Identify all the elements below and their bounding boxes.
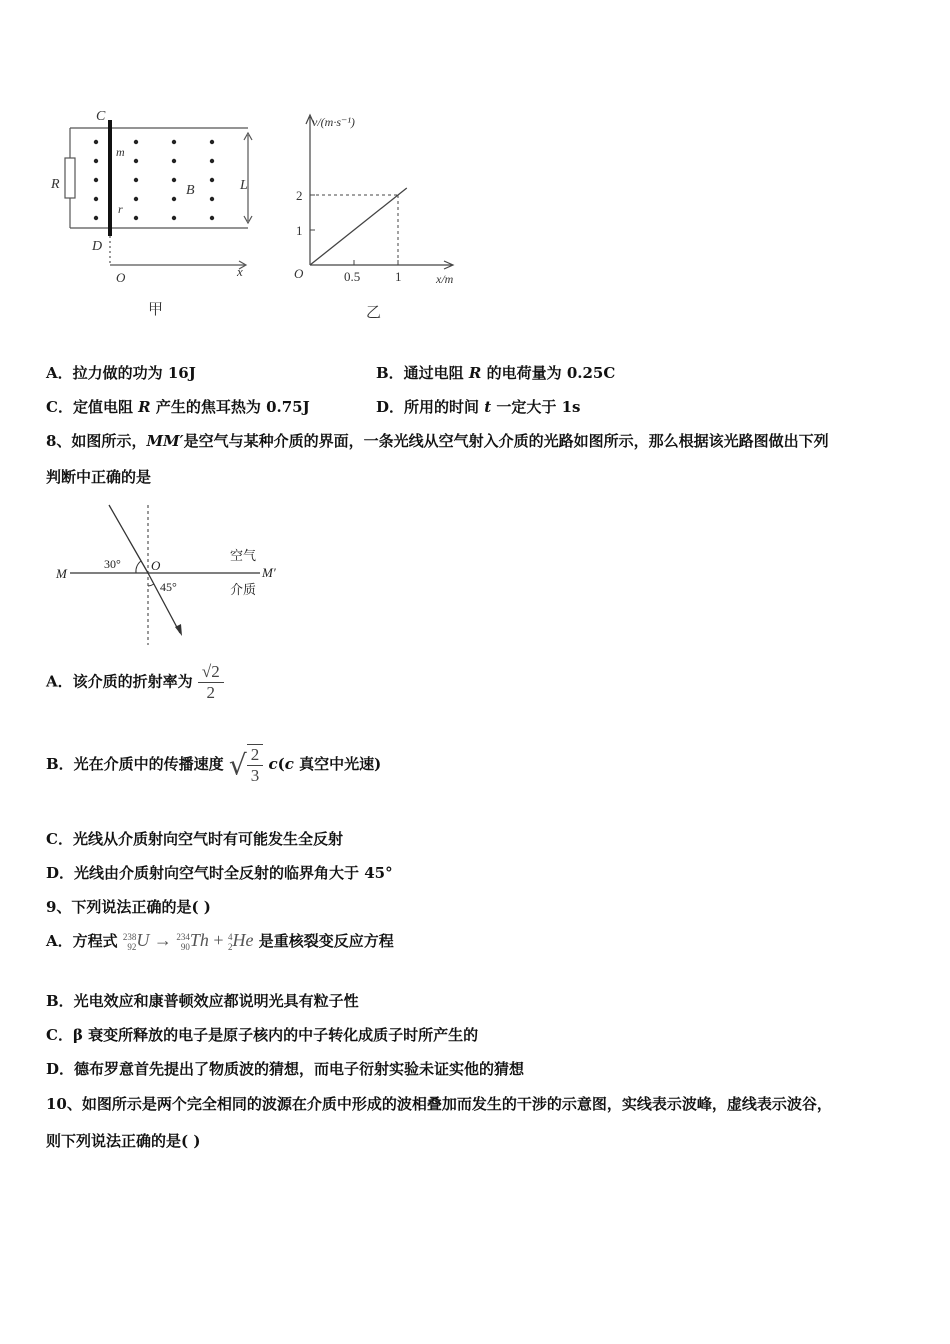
figure-jia <box>40 100 270 325</box>
label-m: m <box>116 145 125 159</box>
y-tick-label: 2 <box>296 188 303 203</box>
x-axis-label: x/m <box>436 272 454 286</box>
label-R: R <box>51 177 60 192</box>
label-r: r <box>118 202 123 216</box>
label-L: L <box>240 178 248 193</box>
q9-option-c: C．β 衰变所释放的电子是原子核内的中子转化成质子时所产生的 <box>46 1026 479 1044</box>
y-tick-label: 1 <box>296 223 303 238</box>
q7-option-b: B．通过电阻 R 的电荷量为 0.25C <box>376 364 616 382</box>
q8-option-c: C．光线从介质射向空气时有可能发生全反射 <box>46 830 343 848</box>
x-tick-label: 1 <box>395 269 402 284</box>
data-line <box>310 188 407 265</box>
q8-option-a: A．该介质的折射率为 $\frac{√2}{2}$ <box>46 662 224 703</box>
q9-stem: 9、下列说法正确的是( ) <box>46 898 211 916</box>
q7-option-c: C．定值电阻 R 产生的焦耳热为 0.75J <box>46 398 310 416</box>
x-tick-label: 0.5 <box>344 269 361 284</box>
q10-stem-line2: 则下列说法正确的是( ) <box>46 1132 201 1150</box>
q9-option-b: B．光电效应和康普顿效应都说明光具有粒子性 <box>46 992 359 1010</box>
label-C: C <box>96 109 106 124</box>
label-O: O <box>116 270 126 285</box>
q7-option-a: A．拉力做的功为 16J <box>46 364 196 382</box>
q10-stem: 10、如图所示是两个完全相同的波源在介质中形成的波相叠加而发生的干涉的示意图，实线表示波峰，虚线表示波谷， <box>46 1095 832 1113</box>
angle-30: 30° <box>104 557 121 571</box>
caption-jia: 甲 <box>148 302 164 318</box>
label-medium: 介质 <box>230 582 257 597</box>
label-B: B <box>186 183 195 198</box>
label-M-prime: M′ <box>262 565 276 580</box>
q9-option-d: D．德布罗意首先提出了物质波的猜想，而电子衍射实验未证实他的猜想 <box>46 1060 525 1078</box>
q8-stem-line2: 判断中正确的是 <box>46 468 152 486</box>
label-air: 空气 <box>230 548 257 563</box>
q8-option-d: D．光线由介质射向空气时全反射的临界角大于 45° <box>46 864 393 882</box>
origin-label: O <box>294 266 304 281</box>
label-M: M <box>56 566 67 581</box>
caption-yi: 乙 <box>366 305 382 321</box>
y-axis-label: v/(m·s⁻¹) <box>312 115 355 129</box>
q8-stem: 8、如图所示，MM′是空气与某种介质的界面，一条光线从空气射入介质的光路如图所示，那么根据该光路图做出下列 <box>46 432 829 450</box>
angle-45: 45° <box>160 580 177 594</box>
q7-option-d: D．所用的时间 t 一定大于 1s <box>376 398 581 416</box>
label-D: D <box>92 239 103 254</box>
figure-yi-chart <box>280 105 480 325</box>
q8-option-b: B．光在介质中的传播速度 √ $\frac{2}{3}$ c(c 真空中光速) <box>46 745 382 785</box>
fraction-sqrt2-over-2: $\frac{√2}{2}$ <box>198 662 224 703</box>
label-x: x <box>237 264 243 279</box>
fraction-2-over-3: $\frac{2}{3}$ <box>247 744 264 786</box>
nuclear-equation: 238 92U → 234 90Th + 4 2He <box>122 930 254 952</box>
q9-option-a: A．方程式 238 92U → 234 90Th + 4 2He 是重核裂变反应方程 <box>46 930 394 952</box>
label-O: O <box>151 558 161 573</box>
refraction-figure <box>48 500 288 650</box>
sqrt-sign: √ <box>228 748 247 782</box>
